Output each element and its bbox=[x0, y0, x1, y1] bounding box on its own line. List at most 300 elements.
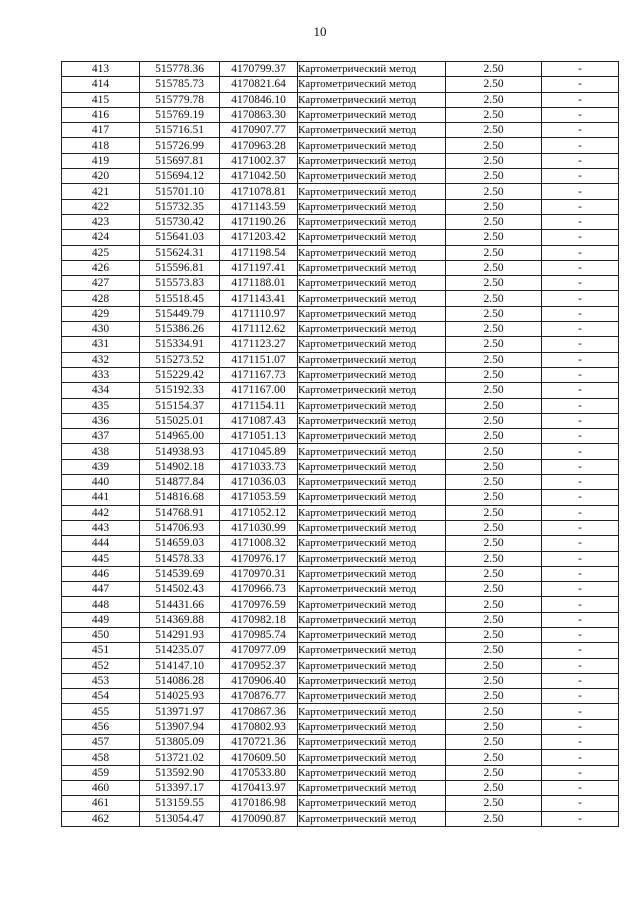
description-cell: - bbox=[542, 352, 619, 367]
y-coordinate-cell: 4170907.77 bbox=[220, 123, 298, 138]
point-number-cell: 414 bbox=[62, 77, 140, 92]
y-coordinate-cell: 4171154.11 bbox=[220, 398, 298, 413]
y-coordinate-cell: 4170952.37 bbox=[220, 658, 298, 673]
description-cell: - bbox=[542, 536, 619, 551]
method-cell: Картометрический метод bbox=[298, 796, 446, 811]
x-coordinate-cell: 515641.03 bbox=[140, 230, 220, 245]
table-row bbox=[62, 383, 619, 398]
method-cell: Картометрический метод bbox=[298, 765, 446, 780]
table-row bbox=[62, 276, 619, 291]
y-coordinate-cell: 4170876.77 bbox=[220, 689, 298, 704]
method-cell: Картометрический метод bbox=[298, 413, 446, 428]
point-number-cell: 432 bbox=[62, 352, 140, 367]
description-cell: - bbox=[542, 582, 619, 597]
description-cell: - bbox=[542, 643, 619, 658]
accuracy-cell: 2.50 bbox=[446, 291, 542, 306]
x-coordinate-cell: 514578.33 bbox=[140, 551, 220, 566]
table-row bbox=[62, 352, 619, 367]
x-coordinate-cell: 514539.69 bbox=[140, 566, 220, 581]
y-coordinate-cell: 4170970.31 bbox=[220, 566, 298, 581]
description-cell: - bbox=[542, 459, 619, 474]
table-row bbox=[62, 765, 619, 780]
accuracy-cell: 2.50 bbox=[446, 184, 542, 199]
method-cell: Картометрический метод bbox=[298, 367, 446, 382]
y-coordinate-cell: 4170090.87 bbox=[220, 811, 298, 826]
method-cell: Картометрический метод bbox=[298, 444, 446, 459]
point-number-cell: 452 bbox=[62, 658, 140, 673]
description-cell: - bbox=[542, 306, 619, 321]
page-number: 10 bbox=[313, 24, 327, 39]
y-coordinate-cell: 4171143.59 bbox=[220, 199, 298, 214]
point-number-cell: 430 bbox=[62, 322, 140, 337]
description-cell: - bbox=[542, 520, 619, 535]
description-cell: - bbox=[542, 597, 619, 612]
accuracy-cell: 2.50 bbox=[446, 367, 542, 382]
point-number-cell: 420 bbox=[62, 169, 140, 184]
point-number-cell: 423 bbox=[62, 214, 140, 229]
accuracy-cell: 2.50 bbox=[446, 735, 542, 750]
y-coordinate-cell: 4171078.81 bbox=[220, 184, 298, 199]
table-row bbox=[62, 367, 619, 382]
description-cell: - bbox=[542, 566, 619, 581]
accuracy-cell: 2.50 bbox=[446, 582, 542, 597]
x-coordinate-cell: 514147.10 bbox=[140, 658, 220, 673]
x-coordinate-cell: 514706.93 bbox=[140, 520, 220, 535]
method-cell: Картометрический метод bbox=[298, 62, 446, 77]
y-coordinate-cell: 4171190.26 bbox=[220, 214, 298, 229]
coordinates-table bbox=[61, 61, 619, 827]
x-coordinate-cell: 514025.93 bbox=[140, 689, 220, 704]
point-number-cell: 441 bbox=[62, 490, 140, 505]
accuracy-cell: 2.50 bbox=[446, 551, 542, 566]
point-number-cell: 440 bbox=[62, 475, 140, 490]
x-coordinate-cell: 513397.17 bbox=[140, 780, 220, 795]
table-row bbox=[62, 214, 619, 229]
method-cell: Картометрический метод bbox=[298, 77, 446, 92]
accuracy-cell: 2.50 bbox=[446, 597, 542, 612]
point-number-cell: 459 bbox=[62, 765, 140, 780]
table-row bbox=[62, 490, 619, 505]
table-row bbox=[62, 429, 619, 444]
x-coordinate-cell: 515025.01 bbox=[140, 413, 220, 428]
description-cell: - bbox=[542, 429, 619, 444]
y-coordinate-cell: 4171123.27 bbox=[220, 337, 298, 352]
point-number-cell: 461 bbox=[62, 796, 140, 811]
point-number-cell: 413 bbox=[62, 62, 140, 77]
accuracy-cell: 2.50 bbox=[446, 306, 542, 321]
y-coordinate-cell: 4171045.89 bbox=[220, 444, 298, 459]
point-number-cell: 427 bbox=[62, 276, 140, 291]
accuracy-cell: 2.50 bbox=[446, 77, 542, 92]
point-number-cell: 457 bbox=[62, 735, 140, 750]
accuracy-cell: 2.50 bbox=[446, 673, 542, 688]
point-number-cell: 448 bbox=[62, 597, 140, 612]
table-row bbox=[62, 658, 619, 673]
method-cell: Картометрический метод bbox=[298, 475, 446, 490]
method-cell: Картометрический метод bbox=[298, 169, 446, 184]
x-coordinate-cell: 515716.51 bbox=[140, 123, 220, 138]
table-row bbox=[62, 505, 619, 520]
x-coordinate-cell: 515732.35 bbox=[140, 199, 220, 214]
accuracy-cell: 2.50 bbox=[446, 169, 542, 184]
x-coordinate-cell: 513971.97 bbox=[140, 704, 220, 719]
method-cell: Картометрический метод bbox=[298, 184, 446, 199]
method-cell: Картометрический метод bbox=[298, 658, 446, 673]
accuracy-cell: 2.50 bbox=[446, 444, 542, 459]
y-coordinate-cell: 4171143.41 bbox=[220, 291, 298, 306]
point-number-cell: 417 bbox=[62, 123, 140, 138]
point-number-cell: 455 bbox=[62, 704, 140, 719]
accuracy-cell: 2.50 bbox=[446, 566, 542, 581]
accuracy-cell: 2.50 bbox=[446, 199, 542, 214]
description-cell: - bbox=[542, 107, 619, 122]
method-cell: Картометрический метод bbox=[298, 291, 446, 306]
description-cell: - bbox=[542, 673, 619, 688]
table-row bbox=[62, 169, 619, 184]
method-cell: Картометрический метод bbox=[298, 276, 446, 291]
description-cell: - bbox=[542, 765, 619, 780]
description-cell: - bbox=[542, 77, 619, 92]
method-cell: Картометрический метод bbox=[298, 643, 446, 658]
y-coordinate-cell: 4171151.07 bbox=[220, 352, 298, 367]
point-number-cell: 439 bbox=[62, 459, 140, 474]
y-coordinate-cell: 4171053.59 bbox=[220, 490, 298, 505]
table-row bbox=[62, 643, 619, 658]
accuracy-cell: 2.50 bbox=[446, 337, 542, 352]
x-coordinate-cell: 515154.37 bbox=[140, 398, 220, 413]
table-row bbox=[62, 459, 619, 474]
accuracy-cell: 2.50 bbox=[446, 643, 542, 658]
x-coordinate-cell: 514659.03 bbox=[140, 536, 220, 551]
y-coordinate-cell: 4170533.80 bbox=[220, 765, 298, 780]
x-coordinate-cell: 515779.78 bbox=[140, 92, 220, 107]
table-row bbox=[62, 566, 619, 581]
method-cell: Картометрический метод bbox=[298, 536, 446, 551]
y-coordinate-cell: 4170976.17 bbox=[220, 551, 298, 566]
method-cell: Картометрический метод bbox=[298, 245, 446, 260]
y-coordinate-cell: 4170906.40 bbox=[220, 673, 298, 688]
y-coordinate-cell: 4171110.97 bbox=[220, 306, 298, 321]
point-number-cell: 425 bbox=[62, 245, 140, 260]
table-row bbox=[62, 551, 619, 566]
x-coordinate-cell: 513159.55 bbox=[140, 796, 220, 811]
point-number-cell: 450 bbox=[62, 627, 140, 642]
point-number-cell: 454 bbox=[62, 689, 140, 704]
accuracy-cell: 2.50 bbox=[446, 765, 542, 780]
accuracy-cell: 2.50 bbox=[446, 352, 542, 367]
method-cell: Картометрический метод bbox=[298, 214, 446, 229]
y-coordinate-cell: 4170186.98 bbox=[220, 796, 298, 811]
table-row bbox=[62, 689, 619, 704]
description-cell: - bbox=[542, 475, 619, 490]
accuracy-cell: 2.50 bbox=[446, 398, 542, 413]
point-number-cell: 437 bbox=[62, 429, 140, 444]
accuracy-cell: 2.50 bbox=[446, 505, 542, 520]
description-cell: - bbox=[542, 367, 619, 382]
y-coordinate-cell: 4171087.43 bbox=[220, 413, 298, 428]
x-coordinate-cell: 515701.10 bbox=[140, 184, 220, 199]
y-coordinate-cell: 4170977.09 bbox=[220, 643, 298, 658]
accuracy-cell: 2.50 bbox=[446, 627, 542, 642]
x-coordinate-cell: 515449.79 bbox=[140, 306, 220, 321]
x-coordinate-cell: 514816.68 bbox=[140, 490, 220, 505]
y-coordinate-cell: 4171197.41 bbox=[220, 260, 298, 275]
point-number-cell: 415 bbox=[62, 92, 140, 107]
x-coordinate-cell: 515229.42 bbox=[140, 367, 220, 382]
description-cell: - bbox=[542, 276, 619, 291]
x-coordinate-cell: 513054.47 bbox=[140, 811, 220, 826]
x-coordinate-cell: 515596.81 bbox=[140, 260, 220, 275]
x-coordinate-cell: 515386.26 bbox=[140, 322, 220, 337]
point-number-cell: 422 bbox=[62, 199, 140, 214]
accuracy-cell: 2.50 bbox=[446, 689, 542, 704]
point-number-cell: 443 bbox=[62, 520, 140, 535]
x-coordinate-cell: 514938.93 bbox=[140, 444, 220, 459]
description-cell: - bbox=[542, 735, 619, 750]
table-row bbox=[62, 199, 619, 214]
y-coordinate-cell: 4171042.50 bbox=[220, 169, 298, 184]
point-number-cell: 431 bbox=[62, 337, 140, 352]
y-coordinate-cell: 4171198.54 bbox=[220, 245, 298, 260]
description-cell: - bbox=[542, 796, 619, 811]
description-cell: - bbox=[542, 153, 619, 168]
table-row bbox=[62, 673, 619, 688]
method-cell: Картометрический метод bbox=[298, 811, 446, 826]
point-number-cell: 444 bbox=[62, 536, 140, 551]
y-coordinate-cell: 4171002.37 bbox=[220, 153, 298, 168]
description-cell: - bbox=[542, 260, 619, 275]
x-coordinate-cell: 515694.12 bbox=[140, 169, 220, 184]
point-number-cell: 449 bbox=[62, 612, 140, 627]
point-number-cell: 426 bbox=[62, 260, 140, 275]
method-cell: Картометрический метод bbox=[298, 138, 446, 153]
x-coordinate-cell: 514369.88 bbox=[140, 612, 220, 627]
point-number-cell: 460 bbox=[62, 780, 140, 795]
y-coordinate-cell: 4170963.28 bbox=[220, 138, 298, 153]
y-coordinate-cell: 4170721.36 bbox=[220, 735, 298, 750]
x-coordinate-cell: 515334.91 bbox=[140, 337, 220, 352]
method-cell: Картометрический метод bbox=[298, 597, 446, 612]
method-cell: Картометрический метод bbox=[298, 627, 446, 642]
point-number-cell: 458 bbox=[62, 750, 140, 765]
accuracy-cell: 2.50 bbox=[446, 138, 542, 153]
accuracy-cell: 2.50 bbox=[446, 612, 542, 627]
point-number-cell: 419 bbox=[62, 153, 140, 168]
accuracy-cell: 2.50 bbox=[446, 704, 542, 719]
description-cell: - bbox=[542, 291, 619, 306]
y-coordinate-cell: 4170821.64 bbox=[220, 77, 298, 92]
table-row bbox=[62, 536, 619, 551]
x-coordinate-cell: 514502.43 bbox=[140, 582, 220, 597]
description-cell: - bbox=[542, 719, 619, 734]
description-cell: - bbox=[542, 780, 619, 795]
method-cell: Картометрический метод bbox=[298, 689, 446, 704]
description-cell: - bbox=[542, 413, 619, 428]
method-cell: Картометрический метод bbox=[298, 322, 446, 337]
point-number-cell: 433 bbox=[62, 367, 140, 382]
accuracy-cell: 2.50 bbox=[446, 811, 542, 826]
table-row bbox=[62, 780, 619, 795]
y-coordinate-cell: 4171112.62 bbox=[220, 322, 298, 337]
y-coordinate-cell: 4171167.00 bbox=[220, 383, 298, 398]
y-coordinate-cell: 4170867.36 bbox=[220, 704, 298, 719]
x-coordinate-cell: 514877.84 bbox=[140, 475, 220, 490]
accuracy-cell: 2.50 bbox=[446, 490, 542, 505]
description-cell: - bbox=[542, 92, 619, 107]
method-cell: Картометрический метод bbox=[298, 566, 446, 581]
y-coordinate-cell: 4170846.10 bbox=[220, 92, 298, 107]
method-cell: Картометрический метод bbox=[298, 383, 446, 398]
x-coordinate-cell: 513805.09 bbox=[140, 735, 220, 750]
method-cell: Картометрический метод bbox=[298, 92, 446, 107]
point-number-cell: 453 bbox=[62, 673, 140, 688]
accuracy-cell: 2.50 bbox=[446, 750, 542, 765]
method-cell: Картометрический метод bbox=[298, 780, 446, 795]
point-number-cell: 418 bbox=[62, 138, 140, 153]
y-coordinate-cell: 4170966.73 bbox=[220, 582, 298, 597]
accuracy-cell: 2.50 bbox=[446, 536, 542, 551]
description-cell: - bbox=[542, 444, 619, 459]
method-cell: Картометрический метод bbox=[298, 520, 446, 535]
accuracy-cell: 2.50 bbox=[446, 107, 542, 122]
table-row bbox=[62, 612, 619, 627]
accuracy-cell: 2.50 bbox=[446, 230, 542, 245]
method-cell: Картометрический метод bbox=[298, 673, 446, 688]
accuracy-cell: 2.50 bbox=[446, 322, 542, 337]
y-coordinate-cell: 4170863.30 bbox=[220, 107, 298, 122]
point-number-cell: 447 bbox=[62, 582, 140, 597]
method-cell: Картометрический метод bbox=[298, 352, 446, 367]
x-coordinate-cell: 513907.94 bbox=[140, 719, 220, 734]
method-cell: Картометрический метод bbox=[298, 719, 446, 734]
table-row bbox=[62, 444, 619, 459]
description-cell: - bbox=[542, 505, 619, 520]
accuracy-cell: 2.50 bbox=[446, 245, 542, 260]
accuracy-cell: 2.50 bbox=[446, 658, 542, 673]
description-cell: - bbox=[542, 704, 619, 719]
y-coordinate-cell: 4170802.93 bbox=[220, 719, 298, 734]
table-row bbox=[62, 627, 619, 642]
description-cell: - bbox=[542, 169, 619, 184]
table-row bbox=[62, 138, 619, 153]
y-coordinate-cell: 4170799.37 bbox=[220, 62, 298, 77]
y-coordinate-cell: 4171036.03 bbox=[220, 475, 298, 490]
y-coordinate-cell: 4171051.13 bbox=[220, 429, 298, 444]
accuracy-cell: 2.50 bbox=[446, 520, 542, 535]
y-coordinate-cell: 4171008.32 bbox=[220, 536, 298, 551]
point-number-cell: 442 bbox=[62, 505, 140, 520]
point-number-cell: 416 bbox=[62, 107, 140, 122]
table-row bbox=[62, 398, 619, 413]
x-coordinate-cell: 513592.90 bbox=[140, 765, 220, 780]
table-row bbox=[62, 475, 619, 490]
x-coordinate-cell: 514768.91 bbox=[140, 505, 220, 520]
y-coordinate-cell: 4170976.59 bbox=[220, 597, 298, 612]
description-cell: - bbox=[542, 138, 619, 153]
method-cell: Картометрический метод bbox=[298, 612, 446, 627]
point-number-cell: 424 bbox=[62, 230, 140, 245]
method-cell: Картометрический метод bbox=[298, 230, 446, 245]
table-row bbox=[62, 306, 619, 321]
table-row bbox=[62, 123, 619, 138]
y-coordinate-cell: 4171033.73 bbox=[220, 459, 298, 474]
table-row bbox=[62, 230, 619, 245]
accuracy-cell: 2.50 bbox=[446, 214, 542, 229]
accuracy-cell: 2.50 bbox=[446, 123, 542, 138]
description-cell: - bbox=[542, 627, 619, 642]
description-cell: - bbox=[542, 398, 619, 413]
method-cell: Картометрический метод bbox=[298, 505, 446, 520]
description-cell: - bbox=[542, 184, 619, 199]
method-cell: Картометрический метод bbox=[298, 704, 446, 719]
accuracy-cell: 2.50 bbox=[446, 796, 542, 811]
method-cell: Картометрический метод bbox=[298, 582, 446, 597]
x-coordinate-cell: 515769.19 bbox=[140, 107, 220, 122]
point-number-cell: 438 bbox=[62, 444, 140, 459]
table-row bbox=[62, 337, 619, 352]
table-row bbox=[62, 245, 619, 260]
table-row bbox=[62, 811, 619, 826]
accuracy-cell: 2.50 bbox=[446, 413, 542, 428]
x-coordinate-cell: 515726.99 bbox=[140, 138, 220, 153]
description-cell: - bbox=[542, 658, 619, 673]
x-coordinate-cell: 515273.52 bbox=[140, 352, 220, 367]
table-row bbox=[62, 719, 619, 734]
y-coordinate-cell: 4171167.73 bbox=[220, 367, 298, 382]
x-coordinate-cell: 514431.66 bbox=[140, 597, 220, 612]
table-row bbox=[62, 582, 619, 597]
x-coordinate-cell: 515573.83 bbox=[140, 276, 220, 291]
y-coordinate-cell: 4171030.99 bbox=[220, 520, 298, 535]
point-number-cell: 421 bbox=[62, 184, 140, 199]
table-row bbox=[62, 750, 619, 765]
method-cell: Картометрический метод bbox=[298, 107, 446, 122]
accuracy-cell: 2.50 bbox=[446, 383, 542, 398]
description-cell: - bbox=[542, 123, 619, 138]
accuracy-cell: 2.50 bbox=[446, 153, 542, 168]
table-row bbox=[62, 107, 619, 122]
table-row bbox=[62, 184, 619, 199]
description-cell: - bbox=[542, 689, 619, 704]
coordinates-table-body bbox=[62, 62, 619, 827]
y-coordinate-cell: 4171188.01 bbox=[220, 276, 298, 291]
y-coordinate-cell: 4171052.12 bbox=[220, 505, 298, 520]
table-row bbox=[62, 92, 619, 107]
point-number-cell: 451 bbox=[62, 643, 140, 658]
description-cell: - bbox=[542, 811, 619, 826]
y-coordinate-cell: 4170985.74 bbox=[220, 627, 298, 642]
description-cell: - bbox=[542, 750, 619, 765]
method-cell: Картометрический метод bbox=[298, 735, 446, 750]
x-coordinate-cell: 514235.07 bbox=[140, 643, 220, 658]
x-coordinate-cell: 514902.18 bbox=[140, 459, 220, 474]
accuracy-cell: 2.50 bbox=[446, 62, 542, 77]
accuracy-cell: 2.50 bbox=[446, 429, 542, 444]
description-cell: - bbox=[542, 551, 619, 566]
description-cell: - bbox=[542, 245, 619, 260]
table-row bbox=[62, 796, 619, 811]
point-number-cell: 456 bbox=[62, 719, 140, 734]
point-number-cell: 445 bbox=[62, 551, 140, 566]
accuracy-cell: 2.50 bbox=[446, 719, 542, 734]
description-cell: - bbox=[542, 337, 619, 352]
table-row bbox=[62, 260, 619, 275]
point-number-cell: 434 bbox=[62, 383, 140, 398]
x-coordinate-cell: 515518.45 bbox=[140, 291, 220, 306]
table-row bbox=[62, 322, 619, 337]
point-number-cell: 429 bbox=[62, 306, 140, 321]
method-cell: Картометрический метод bbox=[298, 153, 446, 168]
